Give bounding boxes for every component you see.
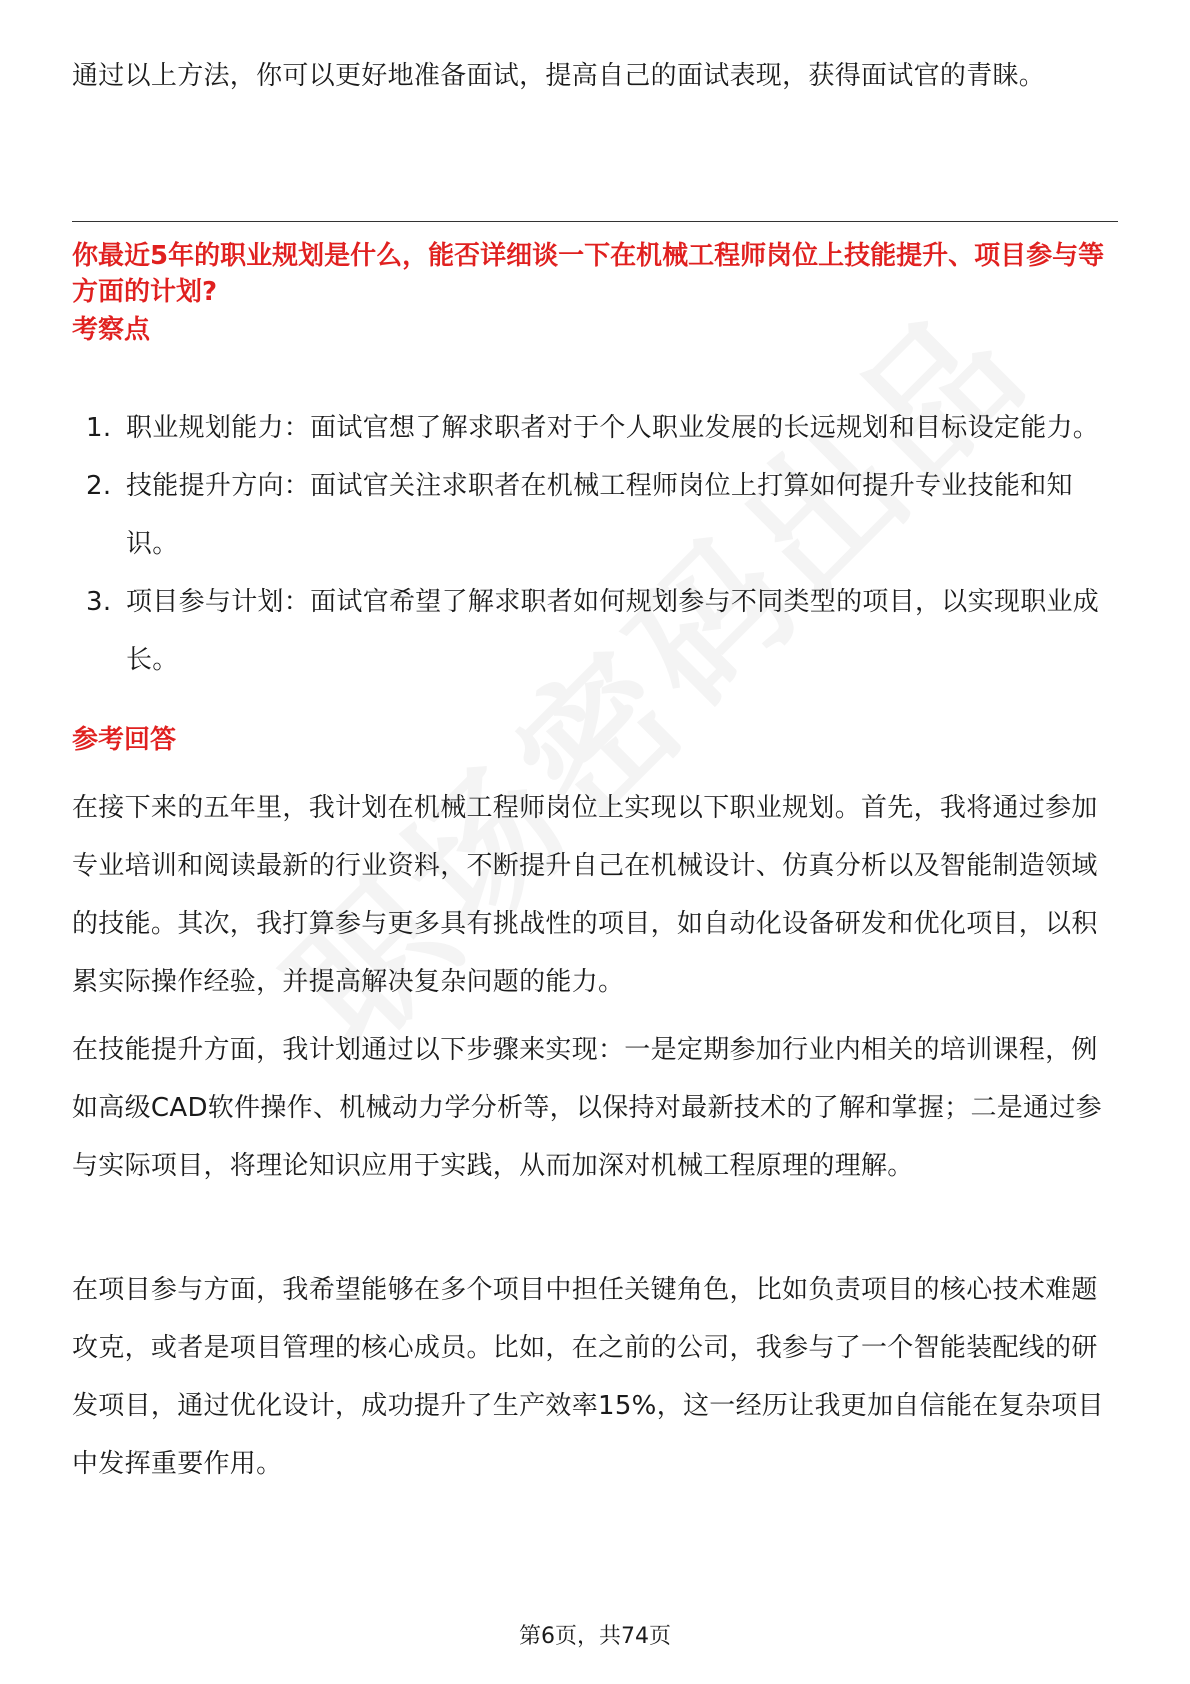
section-divider xyxy=(72,221,1118,222)
list-item-text: 项目参与计划：面试官希望了解求职者如何规划参与不同类型的项目，以实现职业成长。 xyxy=(126,587,1100,675)
answer-paragraph-1: 在接下来的五年里，我计划在机械工程师岗位上实现以下职业规划。首先，我将通过参加专业培训和阅读最新的行业资料，不断提升自己在机械设计、仿真分析以及智能制造领域的技能。其次，我打算参与更多具有挑战性的项目，如自动化设备研发和优化项目，以积累实际操作经验，并提高解决复杂问题的能力。 xyxy=(72,793,1098,997)
key-points-heading: 考察点 xyxy=(72,315,151,345)
list-item-text: 职业规划能力：面试官想了解求职者对于个人职业发展的长远规划和目标设定能力。 xyxy=(126,413,1100,443)
list-item-number: 1. xyxy=(86,413,112,443)
interview-question: 你最近5年的职业规划是什么，能否详细谈一下在机械工程师岗位上技能提升、项目参与等方面的计划? xyxy=(72,241,1105,307)
list-item-number: 2. xyxy=(86,471,112,501)
list-item xyxy=(72,573,1118,689)
answer-paragraph-3: 在项目参与方面，我希望能够在多个项目中担任关键角色，比如负责项目的核心技术难题攻克，或者是项目管理的核心成员。比如，在之前的公司，我参与了一个智能装配线的研发项目，通过优化设计，成功提升了生产效率15%，这一经历让我更加自信能在复杂项目中发挥重要作用。 xyxy=(72,1275,1104,1479)
answer-paragraph-2: 在技能提升方面，我计划通过以下步骤来实现：一是定期参加行业内相关的培训课程，例如高级CAD软件操作、机械动力学分析等，以保持对最新技术的了解和掌握；二是通过参与实际项目，将理论知识应用于实践，从而加深对机械工程原理的理解。 xyxy=(72,1035,1102,1181)
list-item-text: 技能提升方向：面试官关注求职者在机械工程师岗位上打算如何提升专业技能和知识。 xyxy=(126,471,1073,559)
list-item-number: 3. xyxy=(86,587,112,617)
answer-heading: 参考回答 xyxy=(72,725,177,755)
list-item xyxy=(72,457,1118,573)
document-page xyxy=(72,0,1118,1684)
key-points-list xyxy=(72,399,1118,689)
intro-paragraph: 通过以上方法，你可以更好地准备面试，提高自己的面试表现，获得面试官的青睐。 xyxy=(72,61,1046,91)
page-number-footer: 第6页，共74页 xyxy=(519,1624,671,1649)
list-item xyxy=(72,399,1118,457)
